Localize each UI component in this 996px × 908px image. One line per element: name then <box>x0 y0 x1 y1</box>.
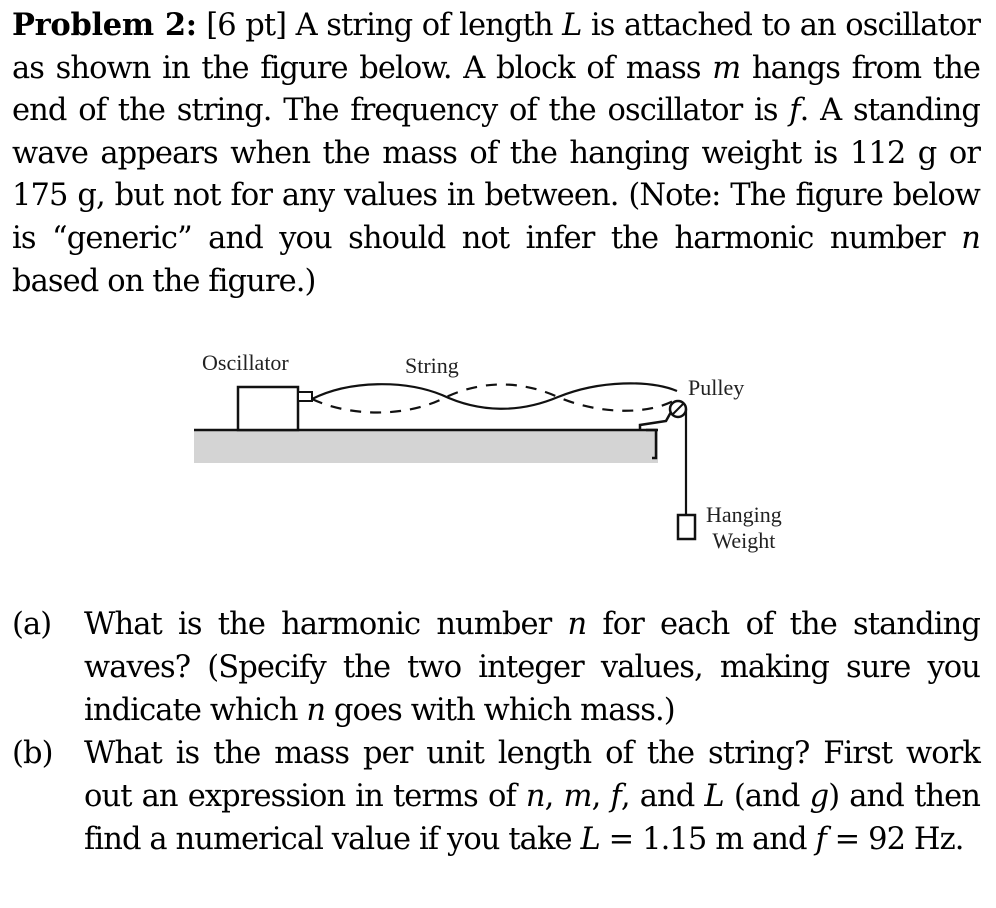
comma: , <box>591 779 611 814</box>
hanging-label-line2: Weight <box>712 528 776 553</box>
part-b-text-2: (and <box>723 779 810 814</box>
comma: , <box>544 779 564 814</box>
hanging-weight-label <box>706 502 782 554</box>
var-L: L <box>562 8 582 43</box>
hanging-label-line1: Hanging <box>706 502 782 527</box>
part-b-label: (b) <box>12 736 53 771</box>
var-L: L <box>704 779 724 814</box>
part-b-text-3: ) and then find a numerical value if you take <box>84 779 980 857</box>
oscillator-box <box>238 387 298 430</box>
question-parts <box>12 603 980 861</box>
problem-text: A string of length <box>295 8 563 43</box>
var-f: f <box>815 822 826 857</box>
part-b-text <box>84 732 980 861</box>
problem-text: based on the figure.) <box>12 263 316 299</box>
var-f: f <box>789 93 800 129</box>
var-n: n <box>525 779 545 814</box>
problem-text: . A standing wave appears when the mass of the hanging weight is 112 g or 175 g, but not for any values in between. (Note: The figure below is “generic” and you should not infer the harmonic number <box>12 93 980 256</box>
problem-heading: Problem 2: <box>12 7 197 43</box>
part-a-label: (a) <box>12 607 52 642</box>
pulley-label: Pulley <box>688 375 745 400</box>
table-surface <box>194 430 658 463</box>
var-L: L <box>580 822 600 857</box>
part-a-text <box>84 603 980 732</box>
part-b <box>12 732 980 861</box>
part-b-text-5: = 92 Hz. <box>825 822 964 857</box>
oscillator-figure <box>180 335 820 575</box>
var-m: m <box>712 50 741 86</box>
var-f: f <box>610 779 621 814</box>
var-n: n <box>306 693 326 728</box>
hanging-weight <box>678 515 695 539</box>
string-wave-solid <box>312 383 677 408</box>
var-m: m <box>563 779 592 814</box>
oscillator-label: Oscillator <box>202 350 289 375</box>
oscillator-connector <box>298 392 312 401</box>
var-n: n <box>961 220 980 256</box>
part-a-text-3: goes with which mass.) <box>325 693 675 728</box>
string-label: String <box>405 353 459 378</box>
problem-text: hangs from the end of the string. The frequency of the oscillator is <box>12 50 980 129</box>
problem-statement <box>12 4 980 303</box>
comma-and: , and <box>620 779 705 814</box>
part-a-text-1: What is the harmonic number <box>84 607 568 642</box>
part-b-text-1: What is the mass per unit length of the string? First work out an expression in terms of <box>84 736 980 814</box>
problem-text: is attached to an oscillator as shown in the figure below. A block of mass <box>12 8 981 86</box>
var-g: g <box>809 779 829 814</box>
problem-points: [6 pt] <box>206 8 287 43</box>
var-n: n <box>567 607 587 642</box>
part-a <box>12 603 980 732</box>
part-a-text-2: for each of the standing waves? (Specify the two integer values, making sure you indicate which <box>84 607 980 728</box>
part-b-text-4: = 1.15 m and <box>599 822 816 857</box>
